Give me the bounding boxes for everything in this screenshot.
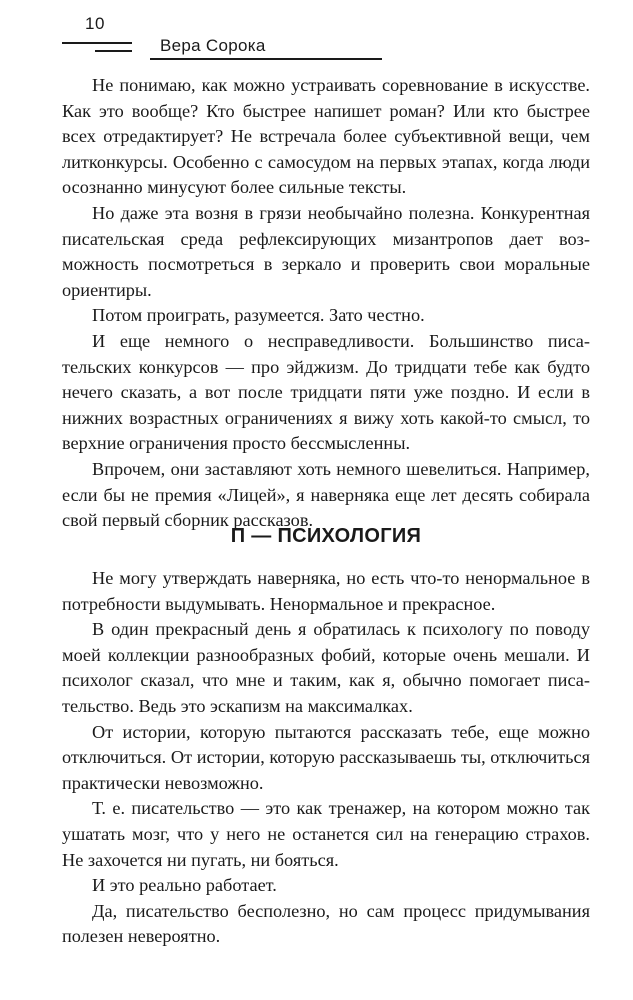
paragraph: Не могу утверждать наверняка, но есть что-то ненормальное в потребности выдумывать. Ненормальное и прекрасное. bbox=[62, 568, 590, 614]
section-two-body bbox=[62, 566, 590, 950]
page-number: 10 bbox=[85, 14, 105, 33]
paragraph: Да, писательство бесполезно, но сам процесс придумывания полезен невероятно. bbox=[62, 900, 590, 947]
paragraph: Впрочем, они заставляют хоть немного шевелиться. Например, если бы не премия «Лицей», я наверняка еще лет десять собирала свой первый сборник рассказов. bbox=[62, 458, 590, 531]
paragraph: Потом проиграть, разумеется. Зато честно. bbox=[92, 305, 425, 326]
paragraph: От истории, которую пытаются рассказать тебе, еще можно отключиться. От истории, которую рассказываешь ты, отключиться практически невозможно. bbox=[62, 721, 590, 793]
header-rule-upper bbox=[62, 42, 132, 44]
paragraph: В один прекрасный день я обратилась к психологу по поводу моей коллекции разнообразных фобий, которые очень мешали. И психолог сказал, что мне и таким, как я, обычно помогает писательство. Ведь это эскапизм на максималках. bbox=[62, 619, 590, 716]
paragraph: И это реально работает. bbox=[92, 875, 277, 896]
running-title: Вера Сорока bbox=[160, 36, 266, 55]
section-heading: П — ПСИХОЛОГИЯ bbox=[230, 525, 422, 547]
paragraph: И еще немного о несправедливости. Большинство писательских конкурсов — про эйджизм. До тридцати тебе как будто нечего сказать, а вот после тридцати пяти уже поздно. И если в нижних возрастных ограничениях я вижу хоть какой-то смысл, то верхние ограничения просто бессмысленны. bbox=[62, 330, 590, 454]
paragraph: Т. е. писательство — это как тренажер, на котором можно так ушатать мозг, что у него не останется сил на генерацию страхов. Не захочется ни пугать, ни бояться. bbox=[62, 798, 590, 870]
paragraph: Не понимаю, как можно устраивать соревнование в искусстве. Как это вообще? Кто быстрее напишет роман? Или кто быстрее всех отредактирует? Не встречала более субъективной вещи, чем литконкурсы. Особенно с самосудом на первых этапах, когда люди осознанно минусуют более сильные тексты. bbox=[62, 75, 590, 198]
section-one-body bbox=[62, 73, 590, 534]
header-rule-lower bbox=[95, 50, 132, 52]
paragraph: Но даже эта возня в грязи необычайно полезна. Конкурентная писательская среда рефлексирующих мизантропов дает возможность посмотреться в зеркало и проверить свои моральные ориентиры. bbox=[62, 202, 590, 300]
header-rule-right bbox=[150, 58, 382, 60]
